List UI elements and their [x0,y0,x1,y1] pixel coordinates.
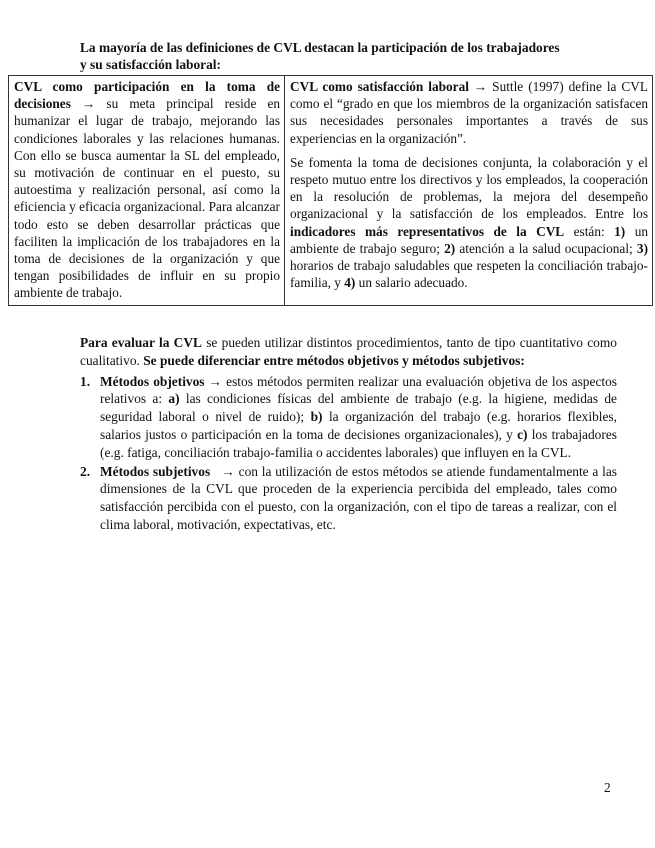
arrow-right-icon: → [208,373,223,389]
list-item [80,463,617,534]
list-number: 1. [80,373,91,389]
method-title: Métodos objetivos [100,373,205,389]
arrow-right-icon: → [473,79,488,94]
satisfaction-title: CVL como satisfacción laboral [290,79,469,94]
evaluation-intro [80,334,617,370]
methods-list [80,373,617,534]
section-heading [80,39,625,73]
cvl-definitions-table [8,75,653,306]
method-text: estos métodos permiten realizar una evaluación objetiva de los aspectos relativos a: [100,373,618,407]
satisfaction-paragraph-2 [290,154,648,292]
arrow-right-icon: → [82,96,96,112]
heading-line-2: y su satisfacción laboral: [80,57,221,72]
intro-bold-start: Para evaluar la CVL [80,335,202,350]
list-number: 2. [80,463,91,479]
intro-bold-end: Se puede diferenciar entre métodos objetivos y métodos subjetivos: [143,352,525,368]
indicator-number: 1) [614,223,626,239]
item-letter: c) [517,426,528,442]
indicator-text: atención a la salud ocupacional; [455,240,637,256]
method-title: Métodos subjetivos [100,463,211,479]
list-item [80,373,617,462]
indicator-text: un ambiente de trabajo seguro; [290,223,648,256]
participation-text: su meta principal reside en humanizar el lugar de trabajo, mejorando las condiciones laborales y las relaciones humanas. Con ello se busca aumentar la SL del empleado, su motivación de continuar en el puesto, su autoestima y realización personal, así como la eficiencia y eficacia organizacional. Para alcanzar todo esto se deben desarrollar prácticas que faciliten la implicación de los trabajadores en la toma de decisiones de la organización y que tengan posibilidades de influir en su propio ambiente de trabajo. [14,96,281,301]
item-letter: a) [168,391,180,407]
satisfaction-definition: Suttle (1997) define la CVL como el “grado en que los miembros de la organización satisfacen sus necesidades personales importantes a través de sus experiencias en la organización”. [290,79,648,146]
indicators-label: indicadores más representativos de la CVL [290,223,565,239]
satisfaction-text: Se fomenta la toma de decisiones conjunta, la colaboración y el respeto mutuo entre los directivos y los empleados, la cooperación en la resolución de problemas, la mejora del desempeño organizacional y la satisfacción de los empleados. Entre los [290,154,648,222]
satisfaction-paragraph-1 [290,78,648,147]
item-letter: b) [310,409,323,425]
heading-line-1: La mayoría de las definiciones de CVL destacan la participación de los trabajadores [80,40,560,55]
method-text: las condiciones físicas del ambiente de trabajo (e.g. la higiene, medidas de seguridad laboral o nivel de ruido); [100,391,617,425]
indicator-text: un salario adecuado. [355,275,468,291]
indicator-text: horarios de trabajo saludables que respeten la conciliación trabajo-familia, y [290,258,648,291]
method-text: los trabajadores (e.g. fatiga, conciliación trabajo-familia o accidentes laborales) que influyen en la CVL. [100,426,617,460]
indicator-number: 2) [444,240,456,256]
method-text: la organización del trabajo (e.g. horarios flexibles, salarios justos o participación en la toma de decisiones organizacionales), y [100,409,617,442]
page-number: 2 [604,780,611,795]
method-text: con la utilización de estos métodos se atiende fundamentalmente a las dimensiones de la CVL que proceden de la experiencia percibida del empleado, tales como satisfacción percibida con el puesto, con la organización, con el tipo de tareas a realizar, con el clima laboral, motivación, expectativas, etc. [100,463,617,532]
evaluation-section [80,334,617,535]
participation-title: CVL como participación en la toma de decisiones [14,79,280,112]
satisfaction-cell [285,76,653,306]
participation-paragraph [14,78,280,302]
indicator-number: 4) [344,275,356,291]
participation-cell [9,76,285,306]
indicators-intro: están: [564,223,615,239]
intro-text: se pueden utilizar distintos procedimientos, tanto de tipo cuantitativo como cualitativo. [80,335,617,368]
arrow-right-icon: → [221,463,235,479]
table-row [9,76,653,306]
indicator-number: 3) [636,240,648,256]
